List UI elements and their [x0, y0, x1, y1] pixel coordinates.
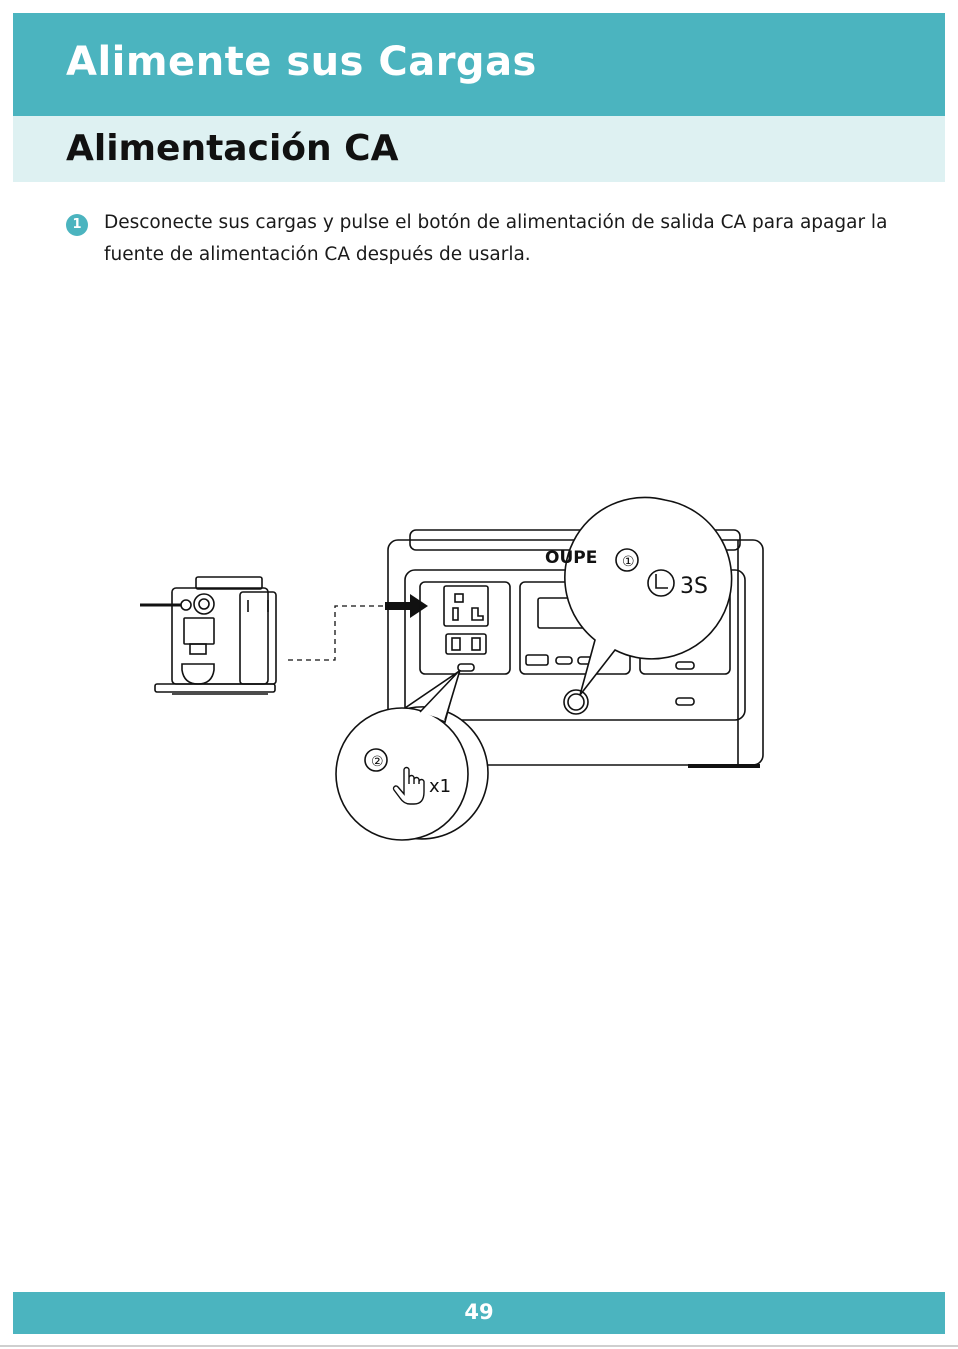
page-title: Alimente sus Cargas — [66, 39, 537, 85]
callout-1-label: 3S — [680, 574, 708, 599]
callout-2-marker: ② — [371, 754, 384, 770]
bottom-divider — [0, 1345, 958, 1347]
step-number-badge: 1 — [66, 214, 88, 236]
section-title: Alimentación CA — [66, 128, 399, 169]
title-banner — [13, 13, 945, 116]
step-text: Desconecte sus cargas y pulse el botón de alimentación de salida CA para apagar la fuente de alimentación CA después de usarla. — [104, 212, 888, 265]
callout-2-label: x1 — [429, 776, 452, 797]
brand-text: OUPE — [545, 548, 598, 568]
page-number: 49 — [464, 1300, 494, 1324]
callout-1-marker: ① — [622, 554, 635, 570]
footer-banner — [13, 1292, 945, 1334]
section-banner — [13, 116, 945, 182]
coffee-machine-icon — [140, 577, 276, 694]
power-station-illustration — [130, 490, 780, 850]
